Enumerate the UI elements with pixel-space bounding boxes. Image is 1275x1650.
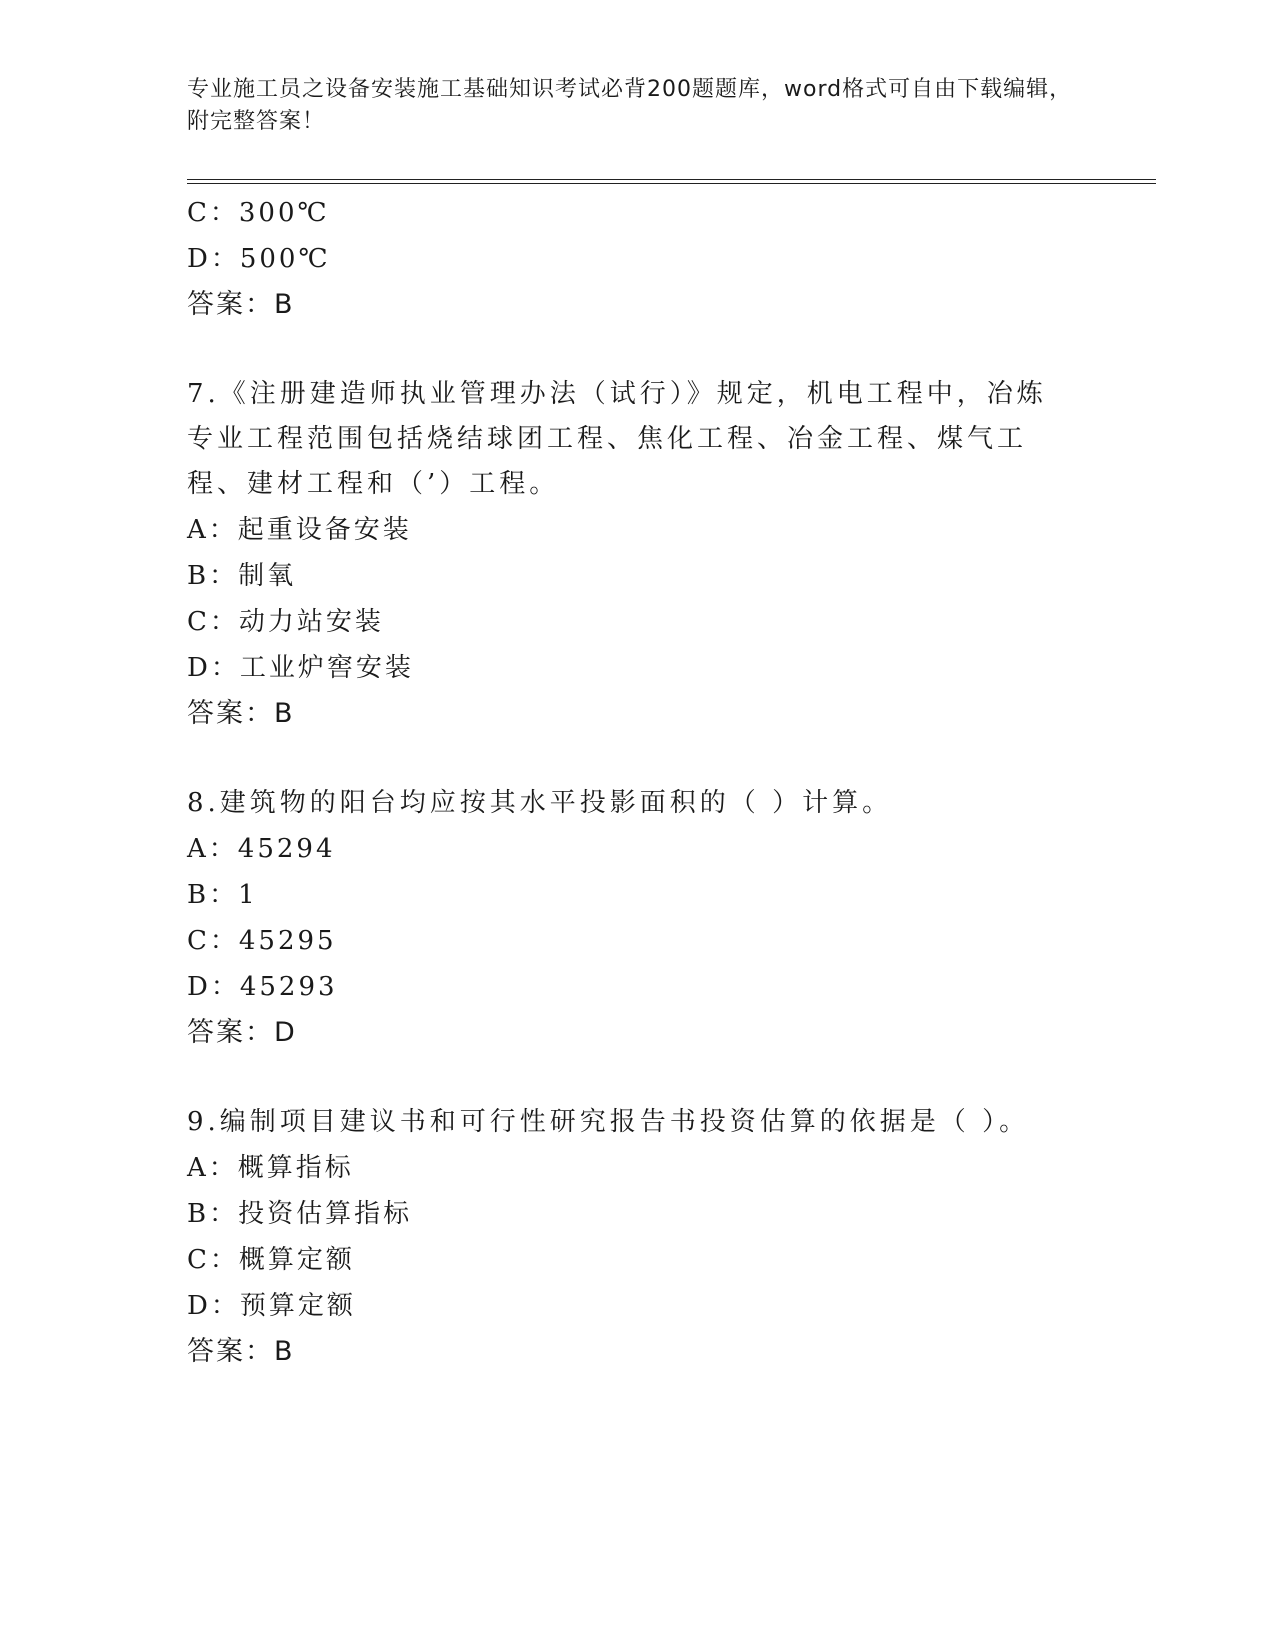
answer: 答案：D — [187, 1017, 297, 1048]
question-stem: 8.建筑物的阳台均应按其水平投影面积的（ ）计算。 — [187, 788, 893, 818]
answer: 答案：B — [187, 289, 295, 320]
option-c: C：概算定额 — [187, 1245, 355, 1275]
option-b: B：投资估算指标 — [187, 1199, 413, 1229]
option-d: D：500℃ — [187, 244, 331, 274]
option-c: C：300℃ — [187, 198, 330, 228]
option-c: C：动力站安装 — [187, 607, 384, 637]
spacer — [187, 737, 1087, 781]
spacer — [187, 328, 1087, 372]
option-a: A：概算指标 — [187, 1153, 354, 1183]
document-title: 专业施工员之设备安装施工基础知识考试必背200题题库，word格式可自由下载编辑，附完整答案！ — [187, 77, 1073, 134]
option-a: A：45294 — [187, 834, 336, 864]
header-rule — [187, 179, 1156, 184]
option-d: D：45293 — [187, 972, 338, 1002]
spacer — [187, 1056, 1087, 1100]
option-d: D：预算定额 — [187, 1291, 356, 1321]
question-stem: 7.《注册建造师执业管理办法（试行）》规定，机电工程中，冶炼专业工程范围包括烧结球团工程、焦化工程、冶金工程、煤气工程、建材工程和（’）工程。 — [187, 379, 1047, 499]
question-stem: 9.编制项目建议书和可行性研究报告书投资估算的依据是（ ）。 — [187, 1107, 1030, 1137]
question-list — [187, 190, 1087, 1375]
option-a: A：起重设备安装 — [187, 515, 412, 545]
option-b: B：1 — [187, 880, 258, 910]
question-6-tail — [187, 190, 1087, 328]
question-8 — [187, 781, 1087, 1056]
question-7 — [187, 372, 1087, 737]
option-d: D：工业炉窖安装 — [187, 653, 414, 683]
option-b: B：制氧 — [187, 561, 297, 591]
option-c: C：45295 — [187, 926, 337, 956]
answer: 答案：B — [187, 1336, 295, 1367]
answer: 答案：B — [187, 698, 295, 729]
page-header — [187, 74, 1087, 138]
question-9 — [187, 1100, 1087, 1375]
